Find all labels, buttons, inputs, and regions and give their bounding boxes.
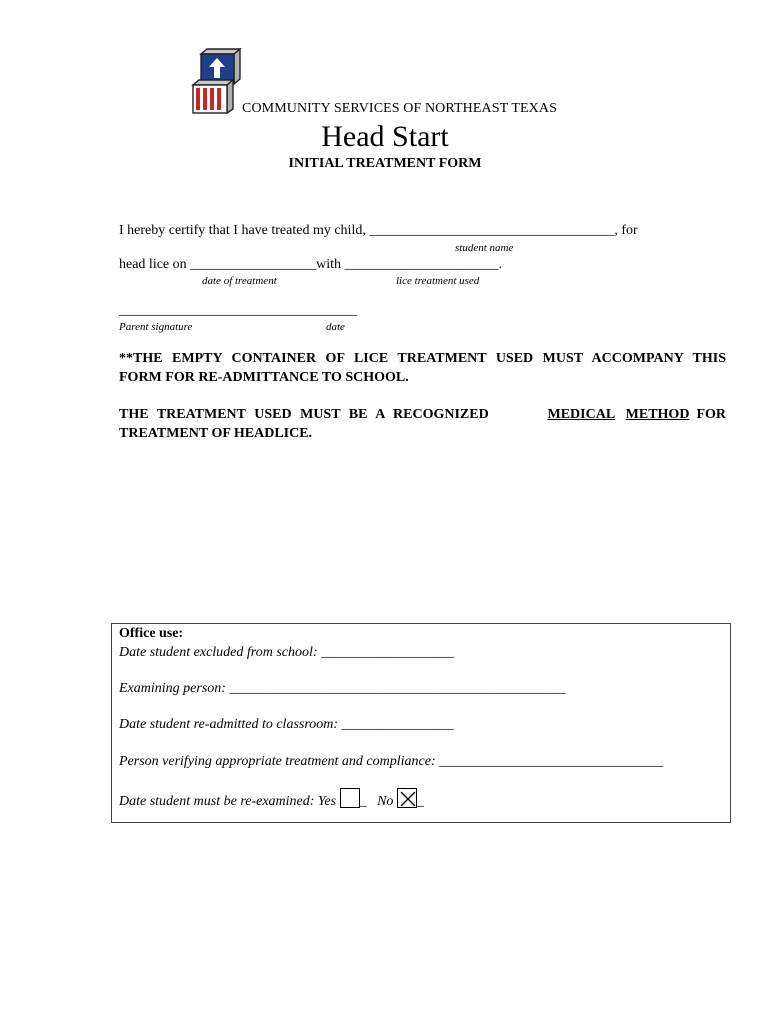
parent-signature-caption: Parent signature bbox=[119, 321, 193, 333]
no-checkbox[interactable] bbox=[397, 788, 417, 808]
parent-signature-line[interactable]: __________________________________ bbox=[119, 303, 357, 318]
signature-date-caption: date bbox=[326, 321, 345, 333]
date-readmitted-field[interactable]: Date student re-admitted to classroom: ________________ bbox=[119, 717, 454, 732]
yes-checkbox[interactable] bbox=[340, 788, 360, 808]
toy-blocks-logo-icon bbox=[191, 48, 243, 114]
checkmark-x-icon bbox=[398, 789, 418, 809]
reexamine-label: Date student must be re-examined: Yes bbox=[119, 794, 337, 809]
office-use-heading: Office use: bbox=[119, 626, 184, 641]
page-title: Head Start bbox=[321, 120, 449, 153]
certify-line-1[interactable]: I hereby certify that I have treated my child, ___________________________________, for bbox=[119, 223, 638, 238]
examining-person-field[interactable]: Examining person: ________________________________________________ bbox=[119, 681, 566, 696]
no-label: No bbox=[377, 794, 394, 809]
lice-treatment-caption: lice treatment used bbox=[396, 275, 480, 287]
certify-line-2[interactable]: head lice on __________________with ______________________. bbox=[119, 257, 503, 272]
student-name-caption: student name bbox=[455, 242, 514, 254]
reexamine-row: Date student must be re-examined: Yes _ No _ bbox=[119, 788, 424, 810]
organization-name: COMMUNITY SERVICES OF NORTHEAST TEXAS bbox=[242, 101, 557, 116]
verifying-person-field[interactable]: Person verifying appropriate treatment and compliance: ________________________________ bbox=[119, 754, 664, 769]
office-use-box bbox=[111, 623, 731, 823]
container-notice: **THE EMPTY CONTAINER OF LICE TREATMENT USED MUST ACCOMPANY THIS FORM FOR RE-ADMITTANCE TO SCHOOL. bbox=[119, 351, 726, 385]
date-of-treatment-caption: date of treatment bbox=[202, 275, 277, 287]
form-subtitle: INITIAL TREATMENT FORM bbox=[288, 156, 482, 171]
method-notice: THE TREATMENT USED MUST BE A RECOGNIZED MEDICAL METHOD FOR TREATMENT OF HEADLICE. bbox=[119, 407, 726, 441]
date-excluded-field[interactable]: Date student excluded from school: ___________________ bbox=[119, 645, 455, 660]
